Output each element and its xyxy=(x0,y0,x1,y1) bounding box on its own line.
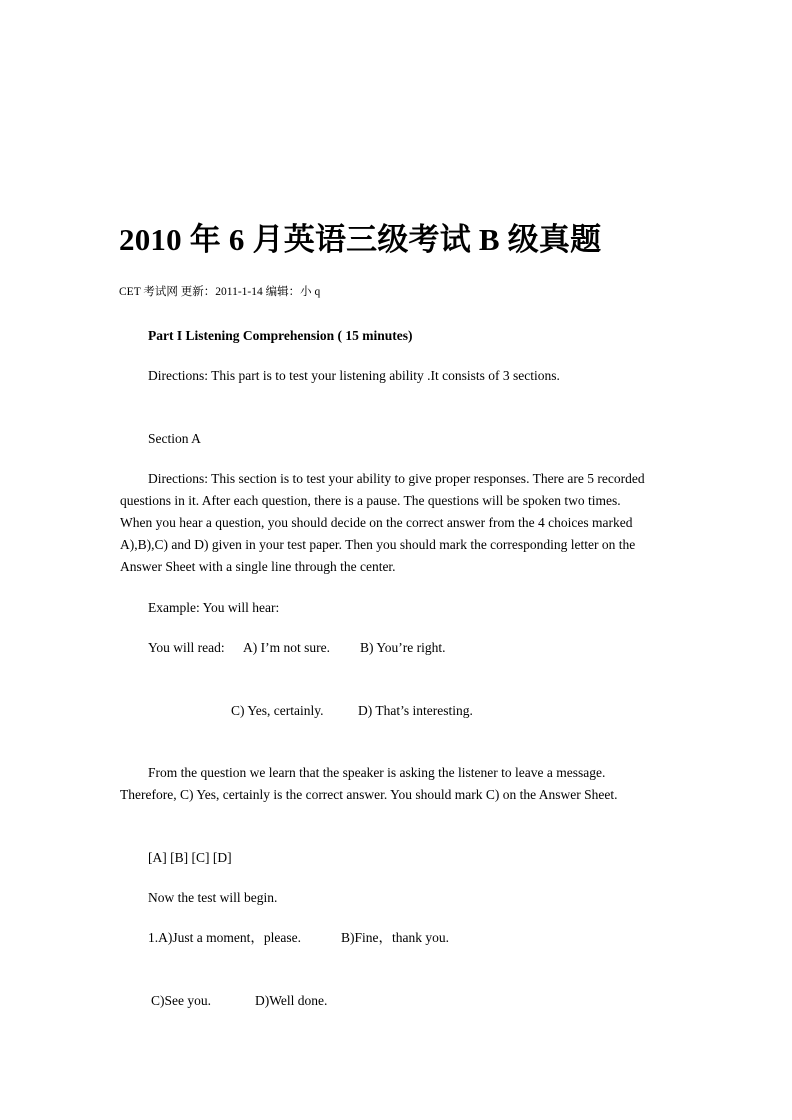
part-directions: Directions: This part is to test your listening ability .It consists of 3 sections. xyxy=(148,368,560,383)
example-explanation-line: Therefore, C) Yes, certainly is the correct answer. You should mark C) on the Answer Sheet. xyxy=(120,787,618,802)
section-directions-line: Directions: This section is to test your ability to give proper responses. There are 5 recorded xyxy=(148,471,645,486)
test-begin: Now the test will begin. xyxy=(148,890,278,905)
part-heading: Part I Listening Comprehension ( 15 minutes) xyxy=(148,328,413,343)
section-directions-line: questions in it. After each question, there is a pause. The questions will be spoken two times. xyxy=(120,493,621,508)
question-1-choice-d: D)Well done. xyxy=(255,993,328,1008)
example-choice-d: D) That’s interesting. xyxy=(358,703,473,718)
question-1-choice-a: 1.A)Just a moment，please. xyxy=(148,930,301,945)
section-directions-line: Answer Sheet with a single line through the center. xyxy=(120,559,396,574)
example-choice-b: B) You’re right. xyxy=(360,640,446,655)
question-1-choice-b: B)Fine，thank you. xyxy=(341,930,449,945)
example-choice-a: A) I’m not sure. xyxy=(243,640,330,655)
example-explanation-line: From the question we learn that the speaker is asking the listener to leave a message. xyxy=(148,765,606,780)
document-meta: CET 考试网 更新：2011-1-14 编辑：小 q xyxy=(119,286,321,298)
example-choice-c: C) Yes, certainly. xyxy=(231,703,324,718)
section-heading: Section A xyxy=(148,431,201,446)
question-1-choice-c: C)See you. xyxy=(151,993,211,1008)
answer-boxes: [A] [B] [C] [D] xyxy=(148,850,232,865)
section-directions-line: A),B),C) and D) given in your test paper. Then you should mark the corresponding letter on the xyxy=(120,537,636,552)
section-directions-line: When you hear a question, you should decide on the correct answer from the 4 choices marked xyxy=(120,515,633,530)
example-hear: Example: You will hear: xyxy=(148,600,280,615)
example-read-label: You will read: xyxy=(148,640,225,655)
page-title: 2010 年 6 月英语三级考试 B 级真题 xyxy=(119,222,602,257)
